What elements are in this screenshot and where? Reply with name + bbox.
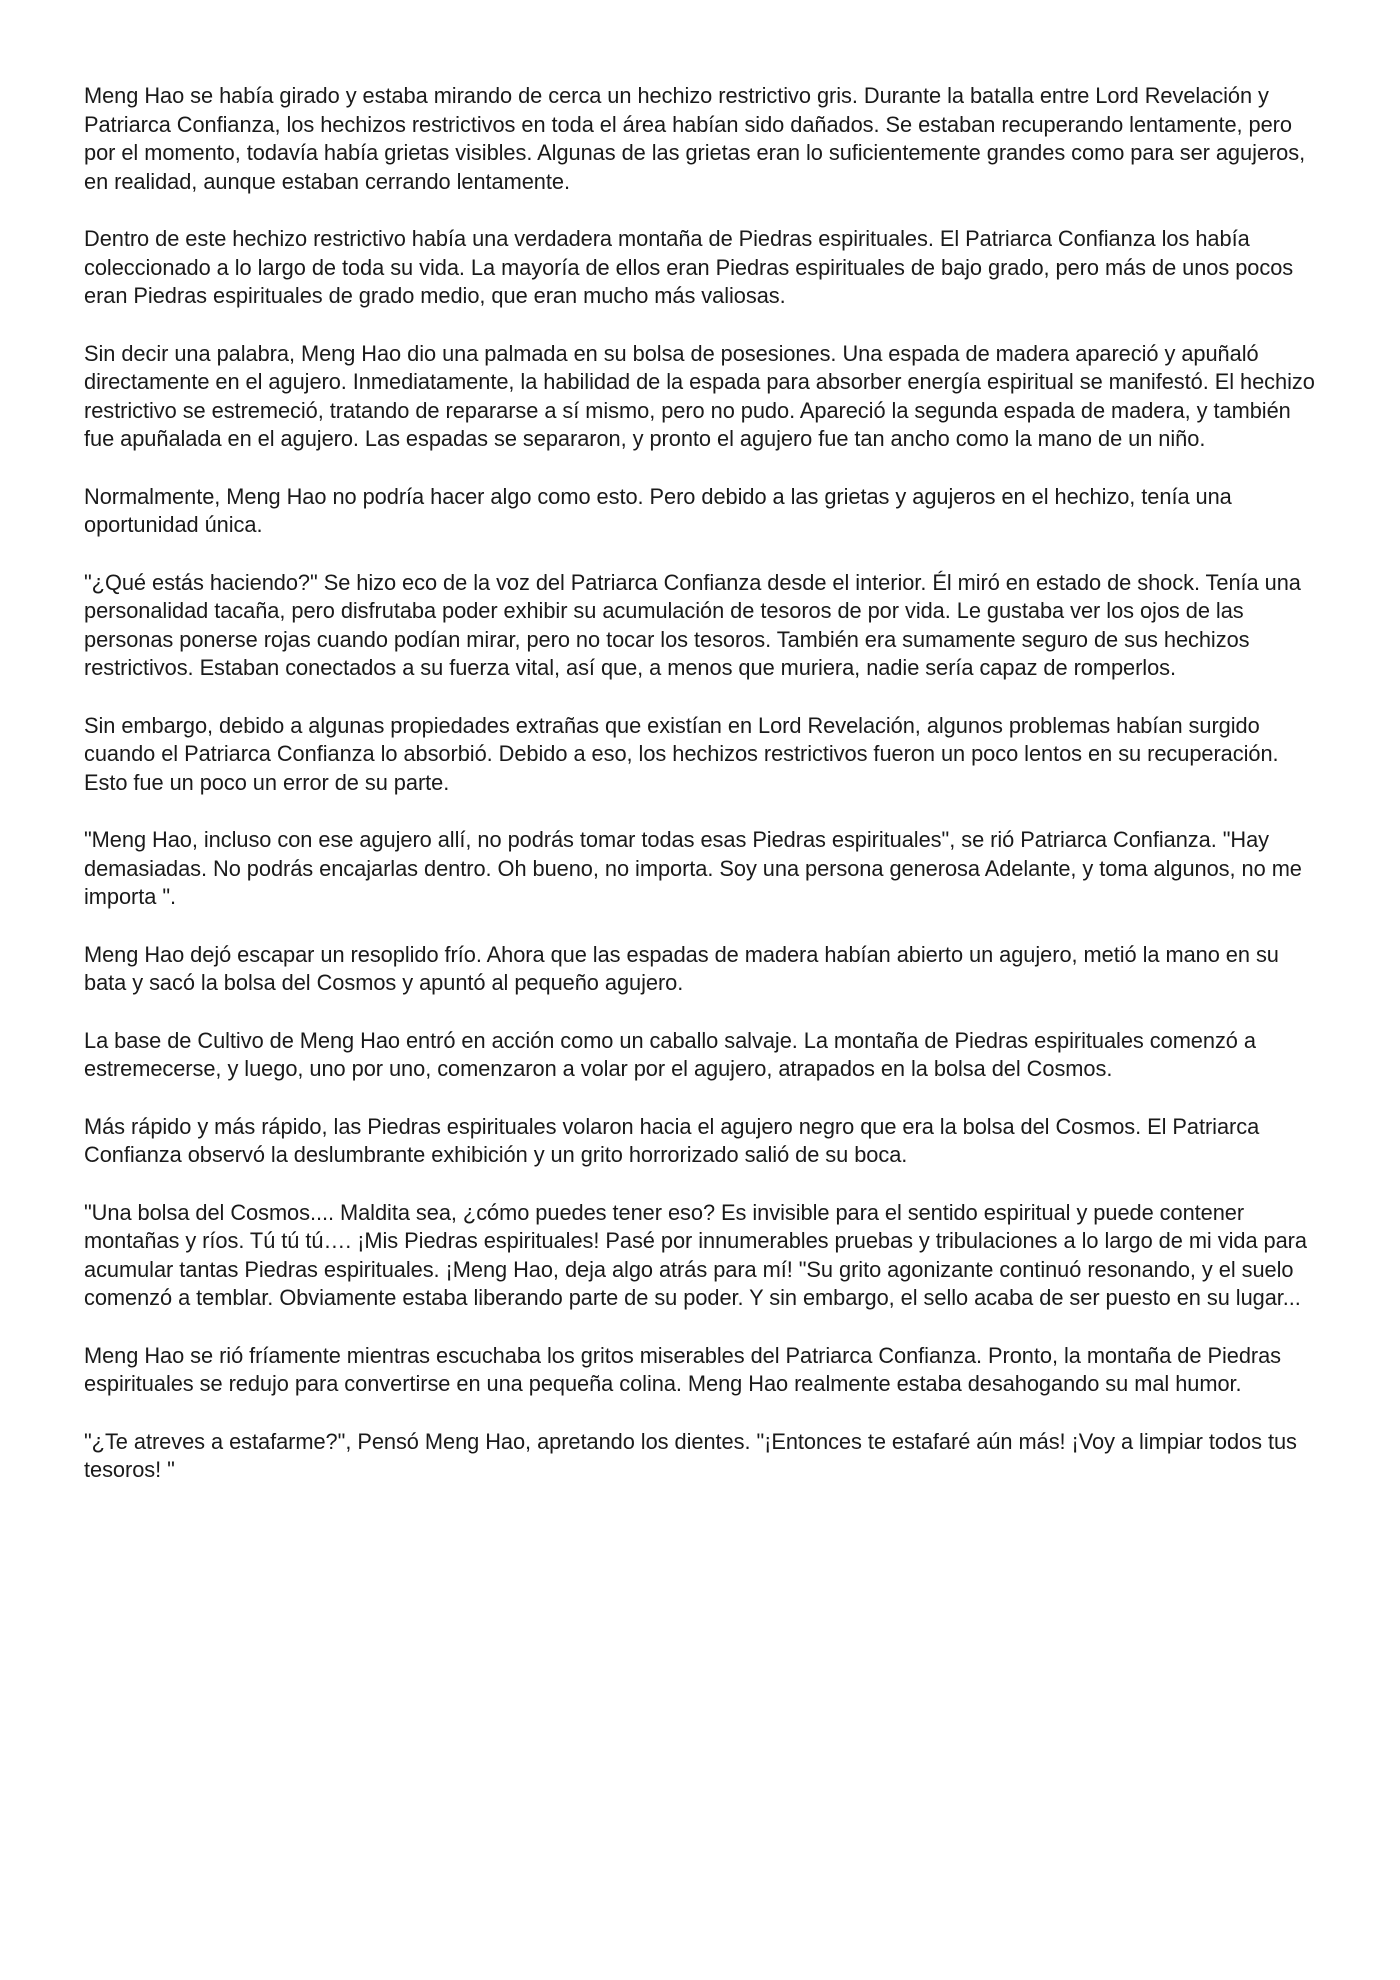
paragraph-6: Sin embargo, debido a algunas propiedades extrañas que existían en Lord Revelación, algunos problemas habían surgido cuando el Patriarca Confianza lo absorbió. Debido a eso, los hechizos restrictivos fueron un poco lentos en su recuperación. Esto fue un poco un error de su parte.	[84, 712, 1279, 795]
text-column	[84, 82, 1324, 1514]
paragraph-2: Dentro de este hechizo restrictivo había una verdadera montaña de Piedras espirituales. El Patriarca Confianza los había coleccionado a lo largo de toda su vida. La mayoría de ellos eran Piedras espirituales de bajo grado, pero más de unos pocos eran Piedras espirituales de grado medio, que eran mucho más valiosas.	[84, 226, 1294, 308]
paragraph-5: "¿Qué estás haciendo?" Se hizo eco de la voz del Patriarca Confianza desde el interior. Él miró en estado de shock. Tenía una personalidad tacaña, pero disfrutaba poder exhibir su acumulación de tesoros de por vida. Le gustaba ver los ojos de las personas ponerse rojas cuando podían mirar, pero no tocar los tesoros. También era sumamente seguro de sus hechizos restrictivos. Estaban conectados a su fuerza vital, así que, a menos que muriera, nadie sería capaz de romperlos.	[84, 569, 1301, 680]
paragraph-8: Meng Hao dejó escapar un resoplido frío. Ahora que las espadas de madera habían abierto un agujero, metió la mano en su bata y sacó la bolsa del Cosmos y apuntó al pequeño agujero.	[84, 941, 1279, 995]
paragraph-1: Meng Hao se había girado y estaba mirando de cerca un hechizo restrictivo gris. Durante la batalla entre Lord Revelación y Patriarca Confianza, los hechizos restrictivos en toda el área habían sido dañados. Se estaban recuperando lentamente, pero por el momento, todavía había grietas visibles. Algunas de las grietas eran lo suficientemente grandes como para ser agujeros, en realidad, aunque estaban cerrando lentamente.	[84, 83, 1306, 194]
paragraph-9: La base de Cultivo de Meng Hao entró en acción como un caballo salvaje. La montaña de Piedras espirituales comenzó a estremecerse, y luego, uno por uno, comenzaron a volar por el agujero, atrapados en la bolsa del Cosmos.	[84, 1027, 1256, 1081]
paragraph-13: "¿Te atreves a estafarme?", Pensó Meng Hao, apretando los dientes. "¡Entonces te estafaré aún más! ¡Voy a limpiar todos tus tesoros! "	[84, 1428, 1297, 1482]
paragraph-12: Meng Hao se rió fríamente mientras escuchaba los gritos miserables del Patriarca Confianza. Pronto, la montaña de Piedras espirituales se redujo para convertirse en una pequeña colina. Meng Hao realmente estaba desahogando su mal humor.	[84, 1342, 1282, 1396]
paragraph-11: "Una bolsa del Cosmos.... Maldita sea, ¿cómo puedes tener eso? Es invisible para el sentido espiritual y puede contener montañas y ríos. Tú tú tú…. ¡Mis Piedras espirituales! Pasé por innumerables pruebas y tribulaciones a lo largo de mi vida para acumular tantas Piedras espirituales. ¡Meng Hao, deja algo atrás para mí! "Su grito agonizante continuó resonando, y el suelo comenzó a temblar. Obviamente estaba liberando parte de su poder. Y sin embargo, el sello acaba de ser puesto en su lugar...	[84, 1199, 1307, 1310]
paragraph-10: Más rápido y más rápido, las Piedras espirituales volaron hacia el agujero negro que era la bolsa del Cosmos. El Patriarca Confianza observó la deslumbrante exhibición y un grito horrorizado salió de su boca.	[84, 1113, 1260, 1167]
paragraph-7: "Meng Hao, incluso con ese agujero allí, no podrás tomar todas esas Piedras espirituales", se rió Patriarca Confianza. "Hay demasiadas. No podrás encajarlas dentro. Oh bueno, no importa. Soy una persona generosa Adelante, y toma algunos, no me importa ".	[84, 827, 1302, 909]
paragraph-3: Sin decir una palabra, Meng Hao dio una palmada en su bolsa de posesiones. Una espada de madera apareció y apuñaló directamente en el agujero. Inmediatamente, la habilidad de la espada para absorber energía espiritual se manifestó. El hechizo restrictivo se estremeció, tratando de repararse a sí mismo, pero no pudo. Apareció la segunda espada de madera, y también fue apuñalada en el agujero. Las espadas se separaron, y pronto el agujero fue tan ancho como la mano de un niño.	[84, 340, 1315, 451]
paragraph-4: Normalmente, Meng Hao no podría hacer algo como esto. Pero debido a las grietas y agujeros en el hechizo, tenía una oportunidad única.	[84, 483, 1232, 537]
